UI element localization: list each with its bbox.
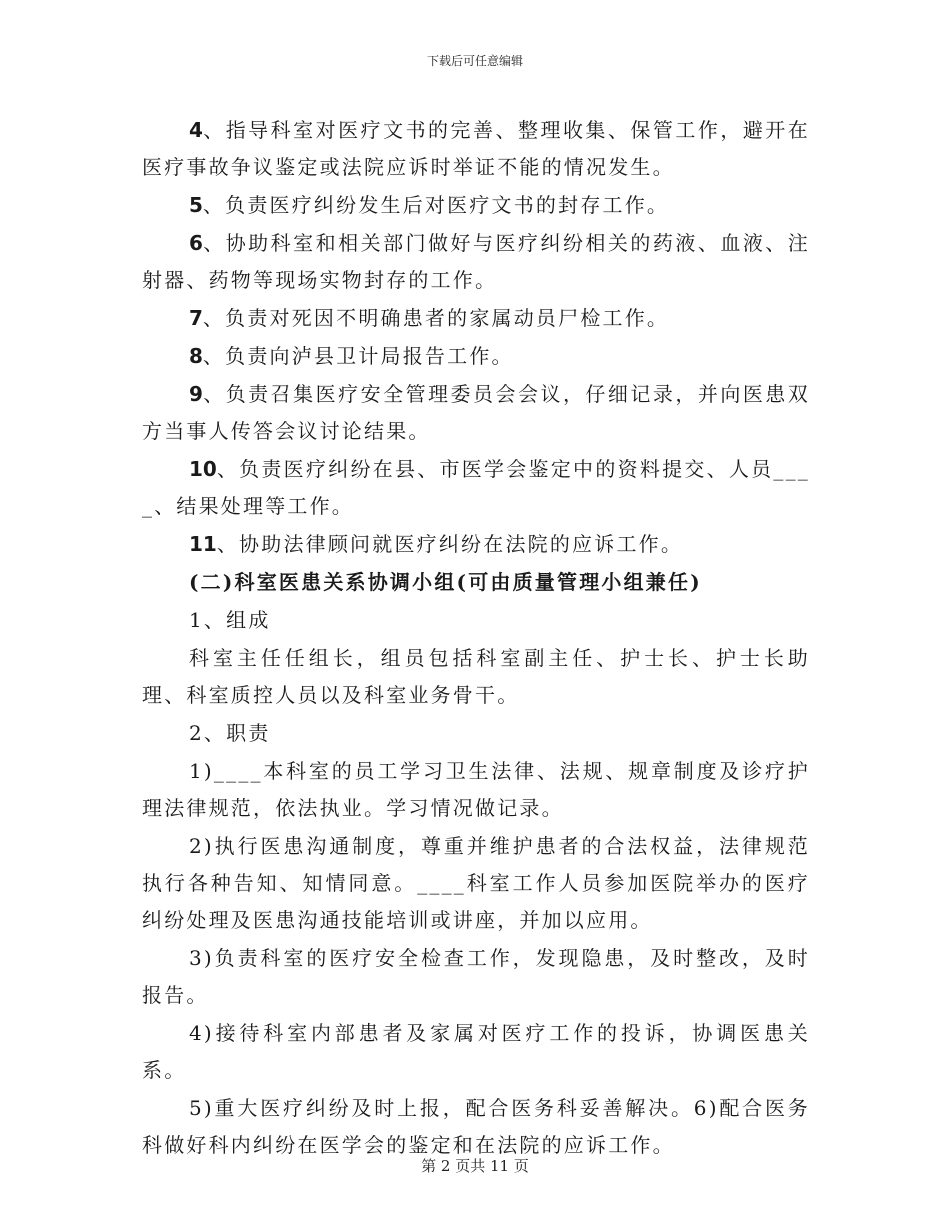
page-number-footer: 第 2 页共 11 页 (421, 1157, 529, 1175)
list-item (142, 225, 810, 299)
page-header-note: 下载后可任意编辑 (426, 54, 523, 68)
list-item (142, 376, 810, 450)
item-number: 8 (189, 344, 203, 368)
item-number: 7 (189, 306, 203, 330)
section-paragraph: 2)执行医患沟通制度，尊重并维护患者的合法权益，法律规范执行各种告知、知情同意。____科室工作人员参加医院举办的医疗纠纷处理及医患沟通技能培训或讲座，并加以应用。 (142, 834, 810, 932)
item-number: 9 (189, 382, 203, 406)
item-number: 6 (189, 231, 203, 255)
section-paragraph: 科室主任任组长，组员包括科室副主任、护士长、护士长助理、科室质控人员以及科室业务骨干。 (142, 646, 810, 707)
list-item (142, 451, 810, 525)
section-paragraph: 5)重大医疗纠纷及时上报，配合医务科妥善解决。6)配合医务科做好科内纠纷在医学会的鉴定和在法院的应诉工作。 (142, 1096, 810, 1157)
item-text: 、协助法律顾问就医疗纠纷在法院的应诉工作。 (216, 532, 684, 556)
item-text: 、负责对死因不明确患者的家属动员尸检工作。 (202, 306, 670, 330)
section-paragraph: 2、职责 (189, 721, 271, 745)
list-item (142, 300, 810, 337)
section-paragraph: 1、组成 (189, 608, 271, 632)
item-text: 、负责向泸县卫计局报告工作。 (202, 344, 514, 368)
item-text: 、负责医疗纠纷发生后对医疗文书的封存工作。 (202, 193, 670, 217)
section-heading: (二)科室医患关系协调小组(可由质量管理小组兼任) (189, 570, 702, 594)
list-item (142, 526, 810, 563)
list-item (142, 338, 810, 375)
item-text: 、负责医疗纠纷在县、市医学会鉴定中的资料提交、人员____、结果处理等工作。 (142, 457, 810, 518)
list-item (142, 187, 810, 224)
section-paragraph: 3)负责科室的医疗安全检查工作，发现隐患，及时整改，及时报告。 (142, 946, 810, 1007)
document-body (142, 112, 810, 1165)
item-number: 5 (189, 193, 203, 217)
item-number: 4 (189, 118, 203, 142)
item-number: 11 (189, 532, 217, 556)
item-text: 、指导科室对医疗文书的完善、整理收集、保管工作，避开在医疗事故争议鉴定或法院应诉时举证不能的情况发生。 (142, 118, 810, 179)
section-paragraph: 1)____本科室的员工学习卫生法律、法规、规章制度及诊疗护理法律规范，依法执业。学习情况做记录。 (142, 759, 810, 820)
list-item (142, 112, 810, 186)
item-text: 、协助科室和相关部门做好与医疗纠纷相关的药液、血液、注射器、药物等现场实物封存的工作。 (142, 231, 810, 292)
section-paragraph: 4)接待科室内部患者及家属对医疗工作的投诉，协调医患关系。 (142, 1021, 810, 1082)
item-number: 10 (189, 457, 217, 481)
item-text: 、负责召集医疗安全管理委员会会议，仔细记录，并向医患双方当事人传答会议讨论结果。 (142, 382, 810, 443)
